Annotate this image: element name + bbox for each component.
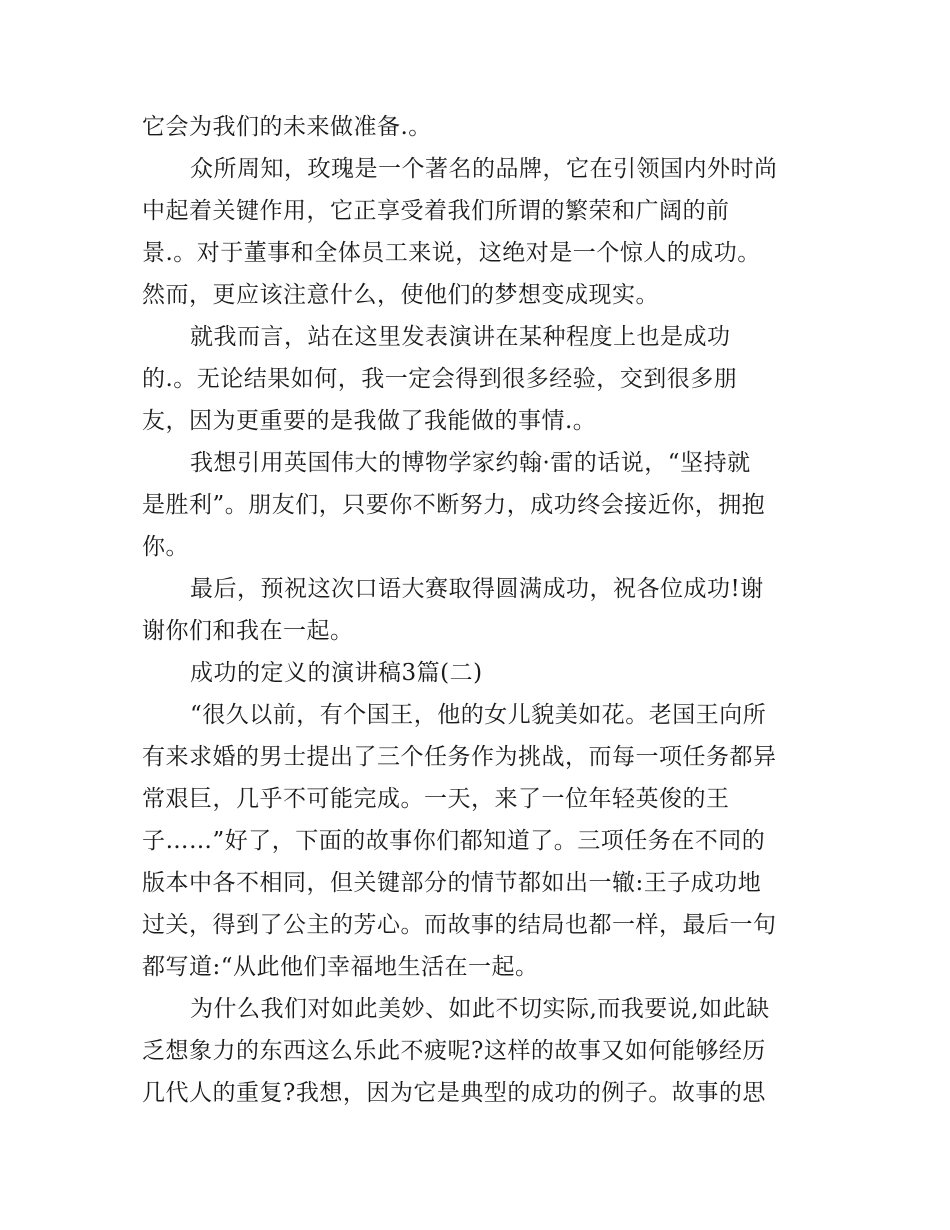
text-line: “很久以前，有个国王，他的女儿貌美如花。老国王向所 — [190, 702, 767, 728]
text-line: 我想引用英国伟大的博物学家约翰·雷的话说，“坚持就 — [190, 450, 751, 476]
text-line: 是胜利”。朋友们，只要你不断努力，成功终会接近你，拥抱 — [142, 492, 766, 518]
text-line: 就我而言，站在这里发表演讲在某种程度上也是成功 — [190, 324, 731, 350]
text-line: 有来求婚的男士提出了三个任务作为挑战，而每一项任务都异 — [142, 744, 777, 770]
text-line: 版本中各不相同，但关键部分的情节都如出一辙:王子成功地 — [142, 870, 762, 896]
text-line: 常艰巨，几乎不可能完成。一天，来了一位年轻英俊的王 — [142, 786, 730, 812]
text-line: 都写道:“从此他们幸福地生活在一起。 — [142, 954, 539, 980]
text-line: 为什么我们对如此美妙、如此不切实际,而我要说,如此缺 — [190, 996, 770, 1022]
text-line: 成功的定义的演讲稿3篇(二) — [190, 660, 483, 686]
text-line: 众所周知，玫瑰是一个著名的品牌，它在引领国内外时尚 — [190, 156, 778, 182]
text-line: 景.。对于董事和全体员工来说，这绝对是一个惊人的成功。 — [142, 240, 761, 266]
document-body — [142, 106, 822, 1114]
text-line: 友，因为更重要的是我做了我能做的事情.。 — [142, 408, 597, 434]
text-line: 它会为我们的未来做准备.。 — [142, 114, 432, 140]
text-line: 子……”好了，下面的故事你们都知道了。三项任务在不同的 — [142, 828, 766, 854]
text-line: 过关，得到了公主的芳心。而故事的结局也都一样，最后一句 — [142, 912, 777, 938]
text-line: 中起着关键作用，它正享受着我们所谓的繁荣和广阔的前 — [142, 198, 730, 224]
text-line: 你。 — [142, 534, 189, 560]
text-line: 谢你们和我在一起。 — [142, 618, 354, 644]
text-line: 几代人的重复?我想，因为它是典型的成功的例子。故事的思 — [142, 1080, 766, 1106]
text-line: 的.。无论结果如何，我一定会得到很多经验，交到很多朋 — [142, 366, 738, 392]
text-line: 乏想象力的东西这么乐此不疲呢?这样的故事又如何能够经历 — [142, 1038, 766, 1064]
text-line: 然而，更应该注意什么，使他们的梦想变成现实。 — [142, 282, 659, 308]
text-line: 最后，预祝这次口语大赛取得圆满成功，祝各位成功!谢 — [190, 576, 764, 602]
